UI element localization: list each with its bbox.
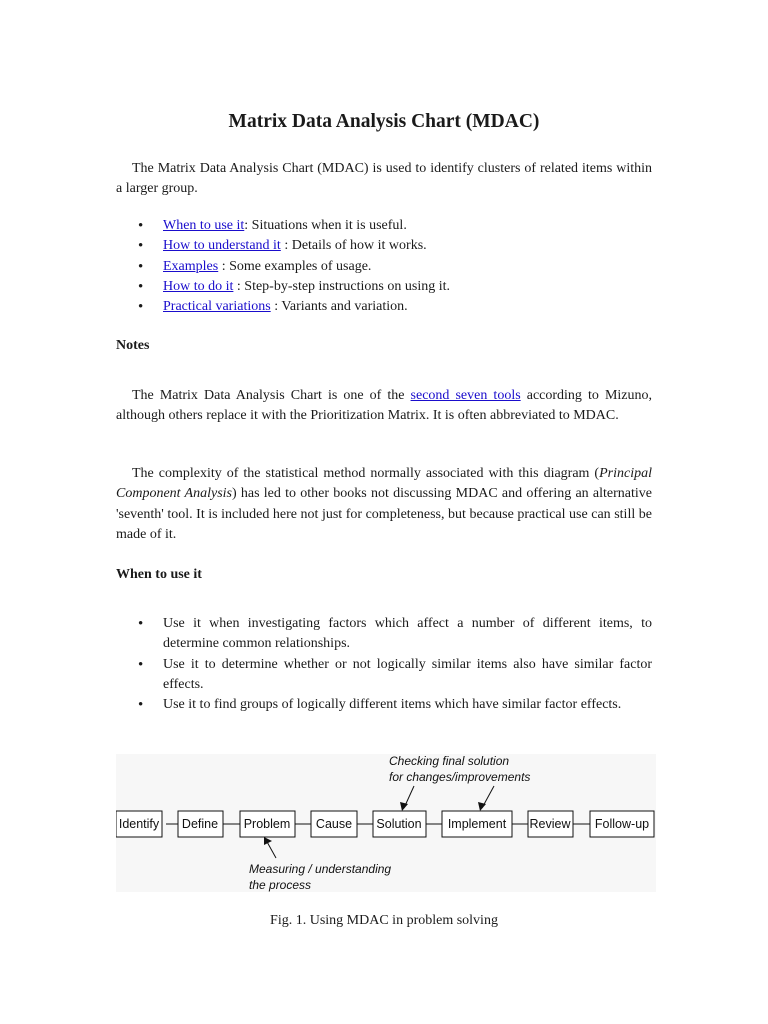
notes-text: ) has led to other books not discussing MDAC and offering an alternative 'seventh' tool. It is included here not just for completeness, but because practical use can still be made of it.: [116, 486, 652, 542]
step-define: [178, 811, 223, 837]
arrow-to-implement: [478, 786, 494, 811]
bullet-icon: •: [138, 616, 144, 632]
note-top-line2: for changes/improvements: [389, 770, 531, 784]
bullet-icon: •: [138, 299, 144, 316]
nav-list: [116, 216, 652, 317]
page-title: Matrix Data Analysis Chart (MDAC): [228, 111, 540, 132]
nav-item-desc: : Details of how it works.: [280, 238, 427, 254]
when-item-text: Use it when investigating factors which affect a number of different items, to determine common relationships.: [163, 616, 652, 652]
note-top-line1: Checking final solution: [389, 754, 510, 768]
nav-item-desc: : Some examples of usage.: [218, 258, 372, 274]
nav-item: [116, 277, 652, 297]
when-item: [116, 695, 652, 715]
link-how-to-do[interactable]: How to do it: [163, 278, 234, 294]
when-item: [116, 655, 652, 696]
step-implement: [442, 811, 512, 837]
step-review: [528, 811, 573, 837]
notes-italic: Principal Component Analysis: [116, 466, 652, 502]
link-examples[interactable]: Examples: [163, 258, 219, 274]
svg-text:Solution: Solution: [376, 817, 422, 831]
nav-item: [116, 257, 652, 277]
step-solution: [373, 811, 426, 837]
step-cause: [311, 811, 357, 837]
when-item-text: Use it to determine whether or not logically similar items also have similar factor effects.: [163, 656, 652, 692]
notes-text: The Matrix Data Analysis Chart is one of the: [132, 388, 411, 403]
nav-item-desc: : Step-by-step instructions on using it.: [233, 278, 450, 294]
when-list: [116, 614, 652, 715]
process-diagram: [116, 754, 656, 892]
arrow-to-solution: [400, 786, 414, 811]
note-bottom-line2: the process: [249, 878, 312, 892]
notes-text: The complexity of the statistical method normally associated with this diagram (: [132, 466, 600, 481]
bullet-icon: •: [138, 697, 144, 714]
note-bottom-line1: Measuring / understanding: [249, 862, 392, 876]
step-identify: [116, 811, 162, 837]
svg-text:Define: Define: [181, 817, 219, 831]
process-figure: [116, 754, 656, 892]
bullet-icon: •: [138, 258, 144, 275]
intro-paragraph: The Matrix Data Analysis Chart (MDAC) is used to identify clusters of related items within a larger group.: [116, 161, 652, 197]
figure-caption: Fig. 1. Using MDAC in problem solving: [270, 913, 498, 928]
link-practical-variations[interactable]: Practical variations: [163, 299, 271, 315]
svg-text:Follow-up: Follow-up: [594, 817, 650, 831]
notes-paragraph-2: [116, 464, 652, 545]
link-when-to-use[interactable]: When to use it: [163, 218, 245, 233]
nav-item: [116, 236, 652, 256]
notes-paragraph-1: [116, 386, 652, 427]
when-item: [116, 614, 652, 655]
svg-text:Problem: Problem: [243, 817, 291, 831]
bullet-icon: •: [138, 278, 144, 295]
svg-text:Cause: Cause: [315, 817, 353, 831]
notes-text: according to Mizuno, although others replace it with the Prioritization Matrix. It is often abbreviated to MDAC.: [116, 388, 653, 424]
bullet-icon: •: [138, 218, 144, 234]
nav-item-desc: : Variants and variation.: [270, 299, 408, 315]
when-item-text: Use it to find groups of logically different items which have similar factor effects.: [163, 697, 622, 713]
nav-item: [116, 297, 652, 317]
link-second-seven-tools[interactable]: second seven tools: [410, 388, 521, 403]
step-problem: [240, 811, 295, 837]
bullet-icon: •: [138, 656, 144, 673]
arrow-to-problem: [264, 837, 276, 858]
svg-text:Identify: Identify: [118, 817, 160, 831]
svg-text:Review: Review: [529, 817, 571, 831]
nav-item-desc: : Situations when it is useful.: [244, 218, 407, 233]
notes-heading: Notes: [116, 338, 150, 353]
step-follow-up: [590, 811, 654, 837]
when-heading: When to use it: [116, 567, 202, 582]
svg-text:Implement: Implement: [447, 817, 507, 831]
nav-item: [116, 216, 652, 236]
link-how-to-understand[interactable]: How to understand it: [163, 238, 281, 254]
bullet-icon: •: [138, 238, 144, 255]
